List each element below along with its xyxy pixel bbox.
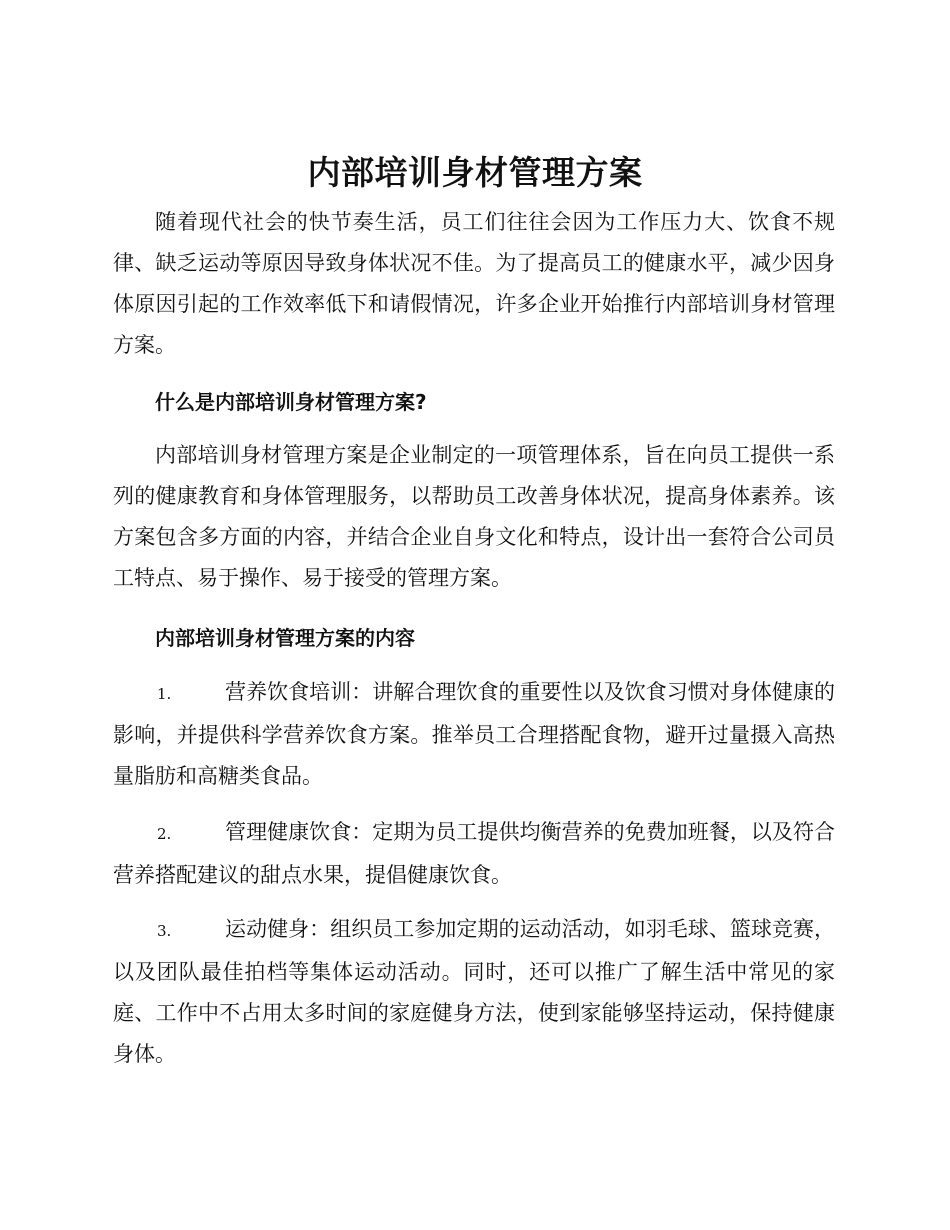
- list-item-number: 3.: [157, 922, 172, 940]
- list-item: [113, 672, 835, 797]
- list-item-number: 2.: [157, 825, 172, 843]
- list-item-text: 管理健康饮食：定期为员工提供均衡营养的免费加班餐，以及符合营养搭配建议的甜点水果，提倡健康饮食。: [113, 820, 835, 887]
- section-heading-what-is: 什么是内部培训身材管理方案?: [155, 390, 427, 414]
- list-item: [113, 909, 835, 1075]
- section-paragraph-what-is: 内部培训身材管理方案是企业制定的一项管理体系，旨在向员工提供一系列的健康教育和身体管理服务，以帮助员工改善身体状况，提高身体素养。该方案包含多方面的内容，并结合企业自身文化和特点，设计出一套符合公司员工特点、易于操作、易于接受的管理方案。: [113, 443, 835, 590]
- section-heading-content: 内部培训身材管理方案的内容: [155, 626, 415, 650]
- document-title: 内部培训身材管理方案: [307, 153, 643, 192]
- list-item-text: 运动健身：组织员工参加定期的运动活动，如羽毛球、篮球竞赛，以及团队最佳拍档等集体运动活动。同时，还可以推广了解生活中常见的家庭、工作中不占用太多时间的家庭健身方法，使到家能够坚持运动，保持健康身体。: [113, 917, 835, 1066]
- intro-paragraph: 随着现代社会的快节奏生活，员工们往往会因为工作压力大、饮食不规律、缺乏运动等原因导致身体状况不佳。为了提高员工的健康水平，减少因身体原因引起的工作效率低下和请假情况，许多企业开始推行内部培训身材管理方案。: [113, 210, 835, 357]
- list-item: [113, 812, 835, 896]
- list-item-number: 1.: [157, 685, 172, 703]
- list-item-text: 营养饮食培训：讲解合理饮食的重要性以及饮食习惯对身体健康的影响，并提供科学营养饮食方案。推举员工合理搭配食物，避开过量摄入高热量脂肪和高糖类食品。: [113, 680, 835, 788]
